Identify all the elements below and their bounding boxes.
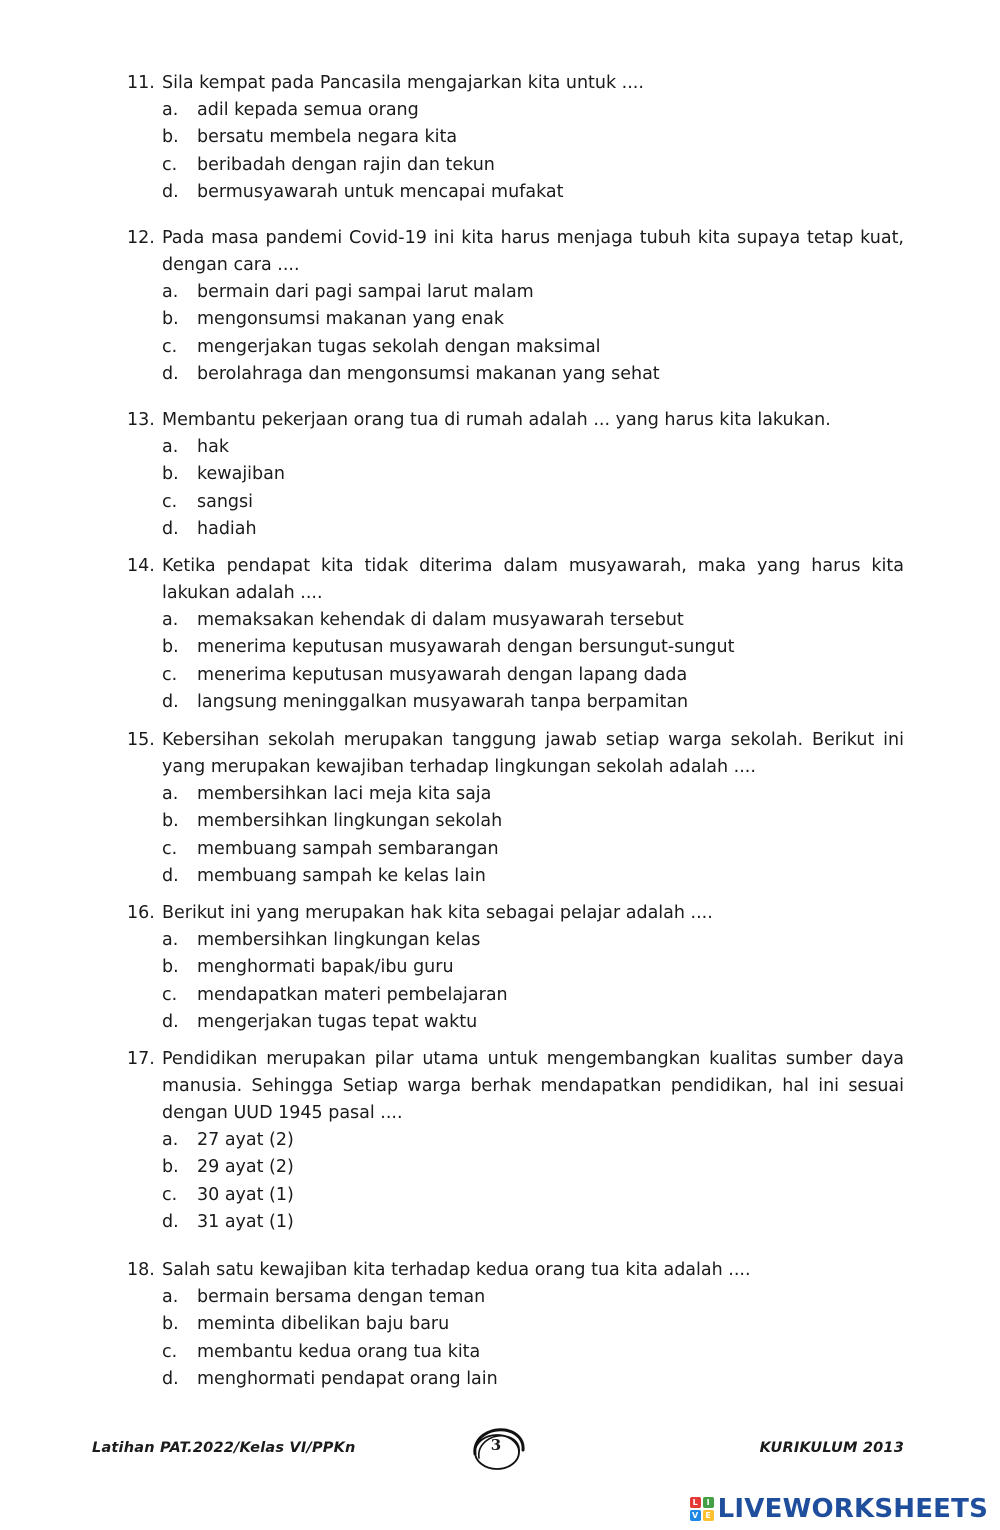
question-number: 11. xyxy=(127,73,155,93)
option-letter: a. xyxy=(162,1287,179,1307)
option-text: membuang sampah sembarangan xyxy=(197,838,499,859)
option-text: 31 ayat (1) xyxy=(197,1211,294,1232)
option-letter: d. xyxy=(162,1011,179,1032)
answer-option[interactable] xyxy=(127,97,904,124)
liveworksheets-logo-icon xyxy=(690,1497,714,1521)
question-stem xyxy=(127,70,904,97)
option-text: bermusyawarah untuk mencapai mufakat xyxy=(197,181,564,202)
question-text: Kebersihan sekolah merupakan tanggung jawab setiap warga sekolah. Berikut ini yang merupakan kewajiban terhadap lingkungan sekolah adalah .... xyxy=(162,730,904,777)
answer-option[interactable] xyxy=(127,361,904,388)
option-text: mengonsumsi makanan yang enak xyxy=(197,309,504,330)
option-letter: a. xyxy=(162,1130,179,1150)
answer-option[interactable] xyxy=(127,954,904,981)
option-text: beribadah dengan rajin dan tekun xyxy=(197,154,495,175)
answer-option[interactable] xyxy=(127,1366,904,1393)
option-text: menerima keputusan musyawarah dengan lapang dada xyxy=(197,664,688,685)
question-number: 14. xyxy=(127,556,155,576)
option-text: memaksakan kehendak di dalam musyawarah tersebut xyxy=(197,610,684,630)
option-letter: d. xyxy=(162,181,179,202)
option-letter: a. xyxy=(162,930,179,950)
option-letter: b. xyxy=(162,811,179,832)
question-stem xyxy=(127,1257,904,1284)
option-text: meminta dibelikan baju baru xyxy=(197,1314,450,1335)
answer-option[interactable] xyxy=(127,516,904,543)
option-letter: a. xyxy=(162,282,179,302)
question-stem xyxy=(127,727,904,781)
page-number-badge xyxy=(467,1424,527,1474)
option-text: membersihkan lingkungan sekolah xyxy=(197,811,503,832)
question-stem xyxy=(127,553,904,607)
option-text: menghormati pendapat orang lain xyxy=(197,1368,498,1389)
option-letter: a. xyxy=(162,784,179,804)
option-letter: c. xyxy=(162,336,178,357)
liveworksheets-watermark xyxy=(690,1492,988,1526)
answer-option[interactable] xyxy=(127,179,904,206)
answer-option[interactable] xyxy=(127,1209,904,1236)
option-text: bermain bersama dengan teman xyxy=(197,1287,486,1307)
question-number: 17. xyxy=(127,1049,155,1069)
answer-option[interactable] xyxy=(127,279,904,306)
answer-option[interactable] xyxy=(127,1127,904,1154)
question-item xyxy=(127,1257,904,1393)
question-number: 13. xyxy=(127,410,155,430)
option-letter: b. xyxy=(162,127,179,148)
option-text: 29 ayat (2) xyxy=(197,1157,294,1178)
option-text: membantu kedua orang tua kita xyxy=(197,1341,481,1362)
question-item xyxy=(127,1046,904,1236)
answer-option[interactable] xyxy=(127,1182,904,1209)
answer-option[interactable] xyxy=(127,634,904,661)
option-letter: b. xyxy=(162,309,179,330)
answer-option[interactable] xyxy=(127,863,904,890)
question-text: Berikut ini yang merupakan hak kita sebagai pelajar adalah .... xyxy=(162,903,713,923)
question-number: 16. xyxy=(127,903,155,923)
logo-letter-cell: I xyxy=(703,1497,714,1508)
page-number: 3 xyxy=(490,1436,502,1454)
option-text: kewajiban xyxy=(197,464,285,485)
option-letter: d. xyxy=(162,1211,179,1232)
question-number: 12. xyxy=(127,228,155,248)
option-letter: b. xyxy=(162,957,179,978)
logo-letter-cell: L xyxy=(690,1497,701,1508)
option-text: adil kepada semua orang xyxy=(197,100,419,120)
question-item xyxy=(127,70,904,206)
option-letter: d. xyxy=(162,1368,179,1389)
answer-option[interactable] xyxy=(127,662,904,689)
option-text: membersihkan lingkungan kelas xyxy=(197,930,481,950)
option-letter: b. xyxy=(162,637,179,658)
option-letter: c. xyxy=(162,664,178,685)
option-text: mendapatkan materi pembelajaran xyxy=(197,984,508,1005)
answer-option[interactable] xyxy=(127,607,904,634)
answer-option[interactable] xyxy=(127,808,904,835)
question-item xyxy=(127,553,904,716)
question-text: Membantu pekerjaan orang tua di rumah adalah ... yang harus kita lakukan. xyxy=(162,410,831,430)
answer-option[interactable] xyxy=(127,124,904,151)
question-text: Ketika pendapat kita tidak diterima dalam musyawarah, maka yang harus kita lakukan adalah .... xyxy=(162,556,904,603)
question-item xyxy=(127,225,904,388)
footer-curriculum-label: KURIKULUM 2013 xyxy=(759,1440,904,1456)
answer-option[interactable] xyxy=(127,1339,904,1366)
option-letter: d. xyxy=(162,691,179,712)
answer-option[interactable] xyxy=(127,927,904,954)
logo-letter-cell: E xyxy=(703,1510,714,1521)
answer-option[interactable] xyxy=(127,836,904,863)
option-letter: b. xyxy=(162,464,179,485)
option-text: hak xyxy=(197,437,229,457)
question-text: Salah satu kewajiban kita terhadap kedua orang tua kita adalah .... xyxy=(162,1260,751,1280)
footer-course-label: Latihan PAT.2022/Kelas VI/PPKn xyxy=(92,1440,356,1456)
option-text: 27 ayat (2) xyxy=(197,1130,294,1150)
answer-option[interactable] xyxy=(127,1311,904,1338)
option-text: menerima keputusan musyawarah dengan bersungut-sungut xyxy=(197,637,735,658)
answer-option[interactable] xyxy=(127,982,904,1009)
question-item xyxy=(127,407,904,543)
answer-option[interactable] xyxy=(127,152,904,179)
option-text: bermain dari pagi sampai larut malam xyxy=(197,282,534,302)
option-letter: c. xyxy=(162,984,178,1005)
option-letter: a. xyxy=(162,437,179,457)
question-text: Pada masa pandemi Covid-19 ini kita harus menjaga tubuh kita supaya tetap kuat, dengan cara .... xyxy=(162,228,904,275)
option-letter: c. xyxy=(162,838,178,859)
option-text: hadiah xyxy=(197,518,257,539)
answer-option[interactable] xyxy=(127,1284,904,1311)
question-stem xyxy=(127,1046,904,1127)
watermark-text: LIVEWORKSHEETS xyxy=(717,1494,988,1524)
answer-option[interactable] xyxy=(127,1154,904,1181)
option-letter: b. xyxy=(162,1157,179,1178)
question-item xyxy=(127,900,904,1036)
option-text: bersatu membela negara kita xyxy=(197,127,458,148)
answer-option[interactable] xyxy=(127,334,904,361)
option-text: menghormati bapak/ibu guru xyxy=(197,957,454,978)
question-number: 18. xyxy=(127,1260,155,1280)
answer-option[interactable] xyxy=(127,689,904,716)
option-text: 30 ayat (1) xyxy=(197,1184,294,1205)
answer-option[interactable] xyxy=(127,781,904,808)
question-stem xyxy=(127,225,904,279)
option-text: berolahraga dan mengonsumsi makanan yang sehat xyxy=(197,363,660,384)
option-letter: d. xyxy=(162,865,179,886)
question-number: 15. xyxy=(127,730,155,750)
option-text: mengerjakan tugas tepat waktu xyxy=(197,1011,478,1032)
option-letter: a. xyxy=(162,610,179,630)
page-footer xyxy=(0,1420,1000,1480)
question-stem xyxy=(127,407,904,434)
option-text: mengerjakan tugas sekolah dengan maksimal xyxy=(197,336,601,357)
question-stem xyxy=(127,900,904,927)
answer-option[interactable] xyxy=(127,434,904,461)
option-letter: c. xyxy=(162,1341,178,1362)
option-letter: b. xyxy=(162,1314,179,1335)
logo-letter-cell: V xyxy=(690,1510,701,1521)
option-letter: d. xyxy=(162,518,179,539)
question-text: Pendidikan merupakan pilar utama untuk mengembangkan kualitas sumber daya manusia. Sehingga Setiap warga berhak mendapatkan pendidikan, hal ini sesuai dengan UUD 1945 pasal .... xyxy=(162,1049,904,1123)
option-letter: d. xyxy=(162,363,179,384)
answer-option[interactable] xyxy=(127,1009,904,1036)
option-text: langsung meninggalkan musyawarah tanpa berpamitan xyxy=(197,691,689,712)
option-text: membersihkan laci meja kita saja xyxy=(197,784,492,804)
answer-option[interactable] xyxy=(127,489,904,516)
option-letter: c. xyxy=(162,1184,178,1205)
answer-option[interactable] xyxy=(127,461,904,488)
answer-option[interactable] xyxy=(127,306,904,333)
option-text: sangsi xyxy=(197,491,254,512)
question-text: Sila kempat pada Pancasila mengajarkan kita untuk .... xyxy=(162,73,644,93)
option-letter: c. xyxy=(162,491,178,512)
option-letter: c. xyxy=(162,154,178,175)
option-letter: a. xyxy=(162,100,179,120)
option-text: membuang sampah ke kelas lain xyxy=(197,865,486,886)
question-item xyxy=(127,727,904,890)
